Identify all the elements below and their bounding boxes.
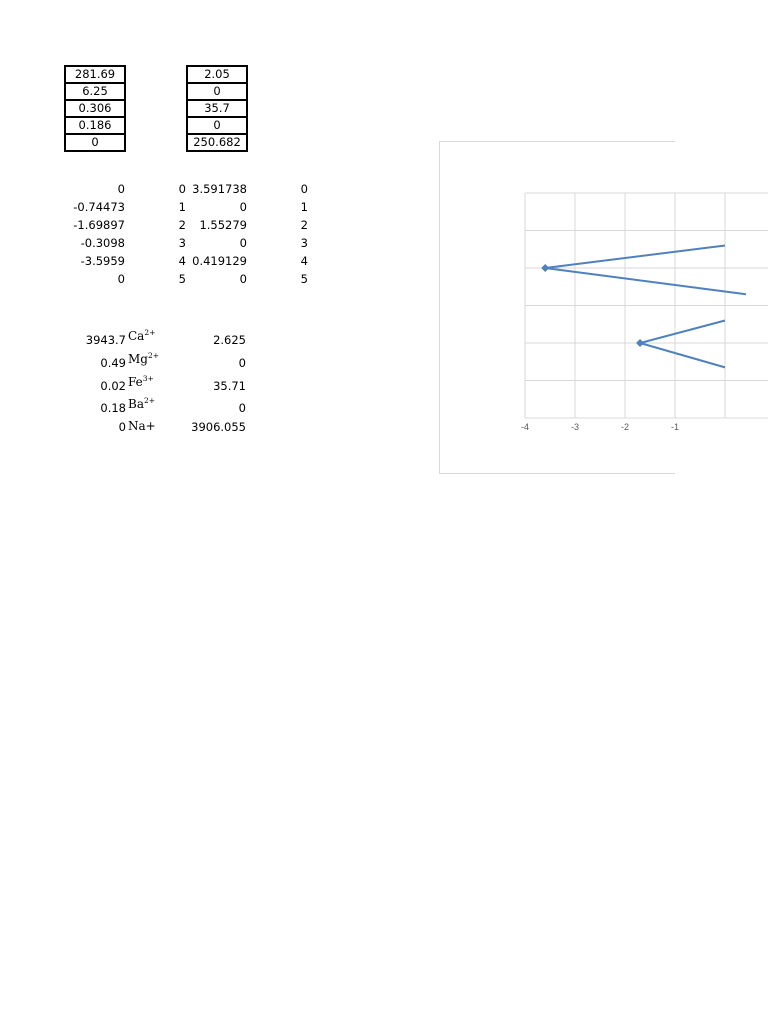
- table-cell: -0.3098: [80, 236, 125, 250]
- box-cell: 0: [65, 134, 125, 151]
- table-cell: 5: [178, 272, 186, 286]
- table-cell: 5: [300, 272, 308, 286]
- ion-value-2: 3906.055: [191, 420, 246, 434]
- table-cell: 3.591738: [192, 182, 247, 196]
- box-cell: 0: [187, 83, 247, 100]
- box-cell: 0.306: [65, 100, 125, 117]
- table-cell: 2: [300, 218, 308, 232]
- box-cell: 0: [187, 117, 247, 134]
- box-column-1: [64, 65, 126, 152]
- box-cell: 281.69: [65, 66, 125, 83]
- ion-value: 3943.7: [85, 333, 126, 347]
- ion-label: [128, 418, 156, 433]
- table-cell: -0.74473: [73, 200, 125, 214]
- table-cell: 0: [239, 272, 247, 286]
- table-cell: -3.5959: [80, 254, 125, 268]
- ion-value-2: 35.71: [213, 379, 246, 393]
- box-cell: 2.05: [187, 66, 247, 83]
- table-cell: 0: [178, 182, 186, 196]
- ion-value: 0.18: [100, 401, 126, 415]
- table-cell: 0: [239, 200, 247, 214]
- table-cell: 0: [239, 236, 247, 250]
- table-cell: 1.55279: [199, 218, 247, 232]
- table-cell: 3: [178, 236, 186, 250]
- ion-charge: 2+: [143, 396, 156, 405]
- ion-value-2: 0: [238, 401, 246, 415]
- chart-svg: [440, 142, 680, 475]
- x-tick-label: -2: [620, 422, 630, 432]
- ion-value-2: 0: [238, 356, 246, 370]
- ion-value: 0.02: [100, 379, 126, 393]
- table-cell: 0: [117, 182, 125, 196]
- x-tick-label: -3: [570, 422, 580, 432]
- ion-charge: 2+: [147, 351, 160, 360]
- table-cell: 3: [300, 236, 308, 250]
- table-cell: 1: [300, 200, 308, 214]
- table-cell: 0: [300, 182, 308, 196]
- box-column-2: [186, 65, 248, 152]
- ion-symbol: Ca: [128, 329, 145, 343]
- ion-label: [128, 374, 154, 389]
- ion-value-2: 2.625: [213, 333, 246, 347]
- series-line: [640, 321, 725, 368]
- ion-symbol: Fe: [128, 375, 143, 389]
- ion-symbol: Ba: [128, 397, 144, 411]
- ion-label: [128, 328, 155, 343]
- ion-symbol: Na+: [128, 419, 156, 433]
- table-cell: 1: [178, 200, 186, 214]
- ion-value: 0: [118, 420, 126, 434]
- ion-label: [128, 351, 159, 366]
- ion-value: 0.49: [100, 356, 126, 370]
- x-tick-label: -4: [520, 422, 530, 432]
- table-cell: 2: [178, 218, 186, 232]
- table-cell: 4: [178, 254, 186, 268]
- chart-frame: [439, 141, 680, 474]
- ion-label: [128, 396, 155, 411]
- table-cell: -1.69897: [73, 218, 125, 232]
- table-cell: 4: [300, 254, 308, 268]
- box-cell: 35.7: [187, 100, 247, 117]
- ion-symbol: Mg: [128, 352, 148, 366]
- table-cell: 0: [117, 272, 125, 286]
- box-cell: 0.186: [65, 117, 125, 134]
- data-point-marker: [636, 339, 644, 347]
- box-cell: 250.682: [187, 134, 247, 151]
- box-cell: 6.25: [65, 83, 125, 100]
- ion-charge: 2+: [144, 328, 156, 337]
- x-tick-label: -1: [670, 422, 680, 432]
- data-point-marker: [541, 264, 549, 272]
- table-cell: 0.419129: [192, 254, 247, 268]
- ion-charge: 3+: [142, 374, 154, 383]
